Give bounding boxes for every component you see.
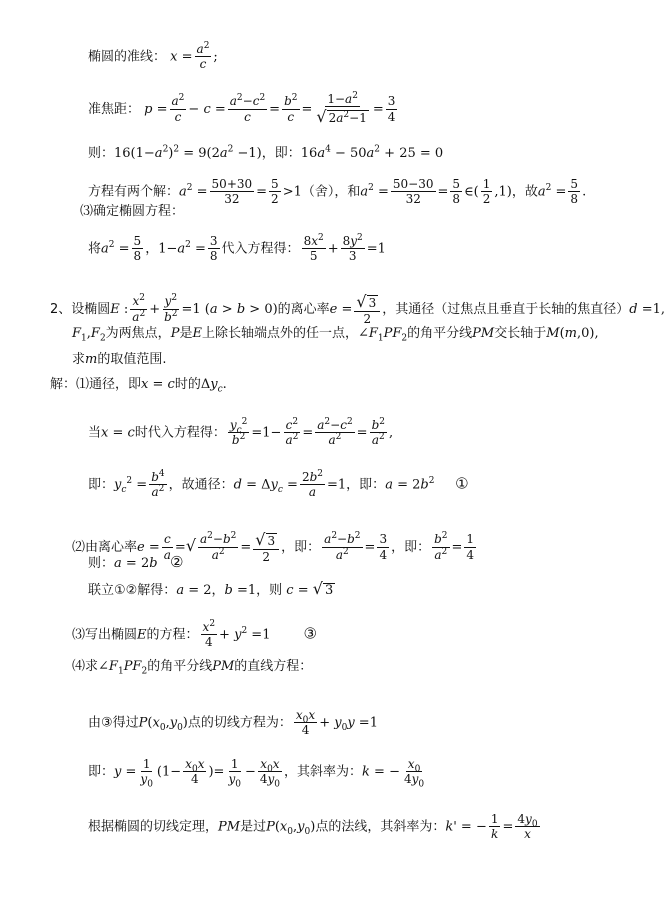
solution-ellipse-equation: ⑶写出椭圆E的方程： $\frac{x^2}{4}$ + $y^2 =1$ ③ bbox=[72, 619, 317, 650]
directrix-label: 椭圆的准线： bbox=[88, 49, 167, 65]
from3-label: 由③得过 bbox=[88, 715, 139, 731]
two-solutions-label: 方程有两个解： bbox=[88, 184, 180, 200]
mark-one: ① bbox=[455, 474, 469, 493]
directrix-frac: $\frac{a^2}{c}$ bbox=[196, 41, 210, 72]
bisector-label: 的角平分线 bbox=[407, 326, 473, 341]
substitute-label: 将 bbox=[88, 241, 102, 257]
ie3-label: ，即： bbox=[346, 477, 386, 493]
solution-tangent: 由③得过$P(x_0,y_0)$点的切线方程为： $\frac{x_0x}{4}$ + $y_0y =1$ bbox=[88, 708, 378, 738]
ie2-label: 即： bbox=[88, 477, 115, 493]
two-solutions-line: 方程有两个解：$a^2$ = $\frac{50+30}{32}$ = $\frac{5}{2}$ >1（舍），和$a^2$ = $\frac{50-30}{32}$ = $\frac{5}{8}$ ∈( $\frac{1}{2}$ ,1)，故$a^2$ = $\frac{5}{8}$ . bbox=[88, 177, 587, 207]
reject-label: （舍），和 bbox=[301, 184, 361, 200]
is-label: 是 bbox=[179, 326, 193, 341]
bisector2-label: 的角平分线 bbox=[147, 659, 213, 674]
tangent-label: 点的切线方程为： bbox=[187, 715, 292, 731]
when2-label: 当 bbox=[88, 425, 102, 441]
solution-a-equals-2b: 则：a = 2b ② bbox=[88, 553, 184, 571]
tangent-theorem-label: 根据椭圆的切线定理， bbox=[88, 819, 219, 835]
equation-label: 的方程： bbox=[146, 627, 199, 643]
step3-heading: ⑶确定椭圆方程： bbox=[80, 204, 185, 219]
solution-step1: 解：⑴通径，即x = c时的$\Delta y_c$. bbox=[50, 377, 227, 395]
ie4-label: ，即： bbox=[281, 539, 321, 555]
point-desc: 上除长轴端点外的任一点， bbox=[201, 326, 358, 341]
slope-label: ，其斜率为： bbox=[284, 764, 363, 780]
focal-distance-label: 准焦距： bbox=[88, 101, 141, 117]
substitute2-label: 时代入方程得： bbox=[134, 425, 226, 441]
problem-2-line2: $F_1,F_2$为两焦点，P是E上除长轴端点外的任一点，$\angle F_1PF_2$的角平分线PM交长轴于M(m,0), bbox=[72, 326, 599, 344]
problem-2-number: 2、设椭圆 bbox=[50, 301, 111, 317]
problem-2-line1: 2、设椭圆E : $\frac{x^2}{a^2}$ + $\frac{y^2}{b^2}$ =1 (a > b > 0)的离心率e = $\frac{√ 3}{2}$ ，其通径（过焦点且垂直于长轴的焦直径）d =1, bbox=[50, 292, 665, 327]
focal-distance-line: 准焦距： p = $\frac{a^2}{c}$ − c = $\frac{a^2-c^2}{c}$ = $\frac{b^2}{c}$ = $\frac{1-a^2}{√ 2a^2-1}$ = $\frac{3}{4}$ bbox=[88, 91, 396, 127]
range-label: 的取值范围. bbox=[97, 352, 167, 367]
equation-line: 则：$16(1-a^2)^2 = 9(2a^2 -1)$，即：$16a^4 - 50a^2 + 25 = 0$ bbox=[88, 144, 444, 161]
foci-label: 为两焦点， bbox=[105, 326, 171, 341]
solution-step4: ⑷求$\angle F_1PF_2$的角平分线PM的直线方程： bbox=[72, 659, 313, 677]
ie6-label: 即： bbox=[88, 764, 115, 780]
solution-slope: 即：y = $\frac{1}{y_0}$ (1− $\frac{x_0x}{4}$ )= $\frac{1}{y_0}$ − $\frac{x_0x}{4y_0}$ ，其斜率为：k = − $\frac{x_0}{4y_0}$ bbox=[88, 757, 425, 790]
mark-two: ② bbox=[169, 553, 184, 571]
therefore-label: ，故 bbox=[511, 184, 538, 200]
solution-eccentricity: ⑵由离心率e = $\frac{c}{a}$ =√ $\frac{a^2-b^2}{a^2}$ = $\frac{√ 3}{2}$ ，即： $\frac{a^2-b^2}{a^2}$ = $\frac{3}{4}$ ，即： $\frac{b^2}{a^2}$ = $\frac{1}{4}$ bbox=[72, 530, 475, 565]
find-label: 求 bbox=[72, 352, 86, 367]
solution-latus: 即：$y_c^2$ = $\frac{b^4}{a^2}$ ，故通径：$d = \Delta y_c$ = $\frac{2b^2}{a}$ =1，即：$a = 2b^2$ ① bbox=[88, 469, 469, 500]
problem-2-line3: 求m的取值范围. bbox=[72, 352, 167, 367]
substitute-line: 将$a^2$ = $\frac{5}{8}$ ，$1-a^2$ = $\frac{3}{8}$ 代入方程得： $\frac{8x^2}{5}$ + $\frac{8y^2}{3}$ =1 bbox=[88, 233, 386, 264]
eccentricity-label: 的离心率 bbox=[277, 301, 330, 317]
step3b-label: ⑶写出椭圆 bbox=[72, 627, 138, 643]
meets-axis-label: 交长轴于 bbox=[494, 326, 547, 341]
then-label: 则： bbox=[88, 146, 115, 161]
solution-label: 解：⑴通径，即 bbox=[50, 377, 142, 392]
combine-label: 联立①②解得： bbox=[88, 583, 177, 598]
ie-label: ，即： bbox=[261, 146, 301, 161]
normal-label: 点的法线，其斜率为： bbox=[315, 819, 446, 835]
solution-substitute: 当x = c时代入方程得： $\frac{y_c^2}{b^2}$ =1− $\frac{c^2}{a^2}$ = $\frac{a^2-c^2}{a^2}$ = $\frac{b^2}{a^2}$ , bbox=[88, 417, 394, 448]
solution-combine: 联立①②解得：a = 2，b =1，则 c = √ 3 bbox=[88, 579, 334, 598]
into-equation-label: 代入方程得： bbox=[221, 241, 300, 257]
comma: ， bbox=[145, 241, 159, 257]
step2-label: ⑵由离心率 bbox=[72, 539, 138, 555]
latus-rectum-label: ，其通径（过焦点且垂直于长轴的焦直径） bbox=[382, 301, 630, 317]
step4-label: ⑷求 bbox=[72, 659, 99, 674]
mark-three: ③ bbox=[303, 624, 317, 643]
ie5-label: ，即： bbox=[391, 539, 431, 555]
line-eq-label: 的直线方程： bbox=[234, 659, 313, 674]
when-label: 时的 bbox=[174, 377, 201, 392]
solution-normal: 根据椭圆的切线定理，PM是过$P(x_0,y_0)$点的法线，其斜率为：k' = − $\frac{1}{k}$ = $\frac{4y_0}{x}$ bbox=[88, 812, 538, 842]
directrix-line: 椭圆的准线： x = $\frac{a^2}{c}$ ; bbox=[88, 41, 218, 72]
latus2-label: ，故通径： bbox=[168, 477, 234, 493]
then2-label: 则： bbox=[88, 556, 115, 571]
passes-label: 是过 bbox=[240, 819, 267, 835]
